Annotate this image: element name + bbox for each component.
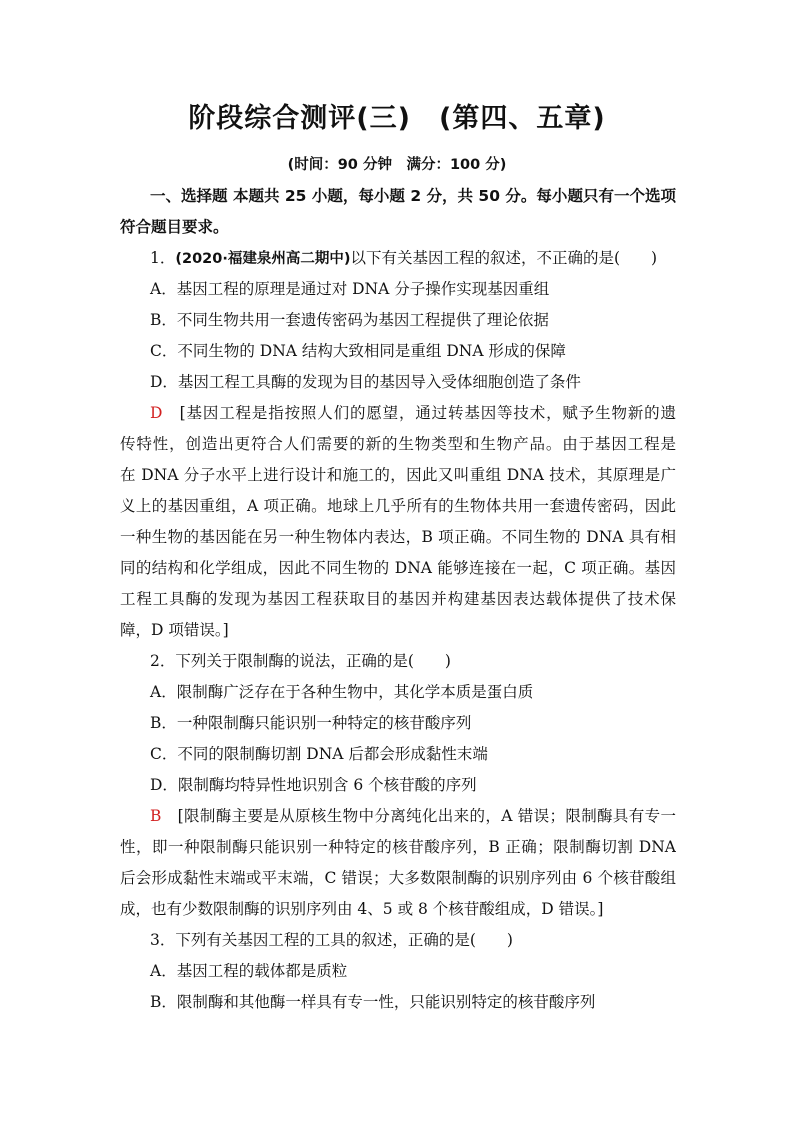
section-line-2: 符合题目要求。 [120,218,229,236]
question-1-option-b: B．不同生物共用一套遗传密码为基因工程提供了理论依据 [150,311,549,329]
question-1-explanation-line [120,398,676,429]
question-2 [120,646,676,925]
question-2-explanation-line: 成，也有少数限制酶的识别序列由 4、5 或 8 个核苷酸组成，D 错误。] [120,900,604,918]
question-1-option-d: D．基因工程工具酶的发现为目的基因导入受体细胞创造了条件 [150,373,581,391]
page-title: 阶段综合测评(三) (第四、五章) [188,103,606,134]
question-1-option-c: C．不同生物的 DNA 结构大致相同是重组 DNA 形成的保障 [150,342,566,360]
question-1 [120,243,676,646]
question-1-explanation-line: 障，D 项错误。] [120,621,229,639]
question-1-explanation-line: 义上的基因重组，A 项正确。地球上几乎所有的生物体共用一套遗传密码，因此 [120,497,676,515]
question-1-number: 1． [150,249,176,267]
question-2-explanation-line: 后会形成黏性末端或平末端，C 错误；大多数限制酶的识别序列由 6 个核苷酸组 [120,869,676,887]
question-2-option-a: A．限制酶广泛存在于各种生物中，其化学本质是蛋白质 [150,683,534,701]
section-header [120,181,676,243]
question-1-explanation-line: 传特性，创造出更符合人们需要的新的生物类型和生物产品。由于基因工程是 [120,435,676,453]
question-2-stem: 2．下列关于限制酶的说法，正确的是( ) [150,652,451,670]
question-1-stem [120,243,676,274]
question-1-answer: D [150,404,163,422]
question-3-option-a: A．基因工程的载体都是质粒 [150,962,348,980]
question-2-option-d: D．限制酶均特异性地识别含 6 个核苷酸的序列 [150,776,477,794]
question-1-explanation-line: 一种生物的基因能在另一种生物体内表达，B 项正确。不同生物的 DNA 具有相 [120,528,676,546]
question-2-explanation-line [120,801,676,832]
question-2-answer: B [150,807,162,825]
question-1-explanation-line: 在 DNA 分子水平上进行设计和施工的，因此又叫重组 DNA 技术，其原理是广 [120,466,676,484]
question-3-stem: 3．下列有关基因工程的工具的叙述，正确的是( ) [150,931,513,949]
question-1-text: 以下有关基因工程的叙述，不正确的是( ) [350,249,658,267]
question-1-explanation-line: 同的结构和化学组成，因此不同生物的 DNA 能够连接在一起，C 项正确。基因 [120,559,676,577]
question-1-explanation-line: 工程工具酶的发现为基因工程获取目的基因并构建基因表达载体提供了技术保 [120,590,676,608]
question-2-explanation-line: 性，即一种限制酶只能识别一种特定的核苷酸序列，B 正确；限制酶切割 DNA [120,838,676,856]
question-1-explanation-start: [基因工程是指按照人们的愿望，通过转基因等技术，赋予生物新的遗 [162,404,676,422]
question-1-source: (2020·福建泉州高二期中) [175,251,351,267]
question-2-explanation-start: [限制酶主要是从原核生物中分离纯化出来的，A 错误；限制酶具有专一 [161,807,676,825]
exam-time-score: (时间：90 分钟 满分：100 分) [287,157,507,173]
question-2-option-c: C．不同的限制酶切割 DNA 后都会形成黏性末端 [150,745,488,763]
question-3 [120,925,676,1018]
question-1-option-a: A．基因工程的原理是通过对 DNA 分子操作实现基因重组 [150,280,550,298]
section-line-1: 一、选择题 本题共 25 小题，每小题 2 分，共 50 分。每小题只有一个选项 [150,187,676,205]
question-3-option-b: B．限制酶和其他酶一样具有专一性，只能识别特定的核苷酸序列 [150,993,596,1011]
question-2-option-b: B．一种限制酶只能识别一种特定的核苷酸序列 [150,714,472,732]
